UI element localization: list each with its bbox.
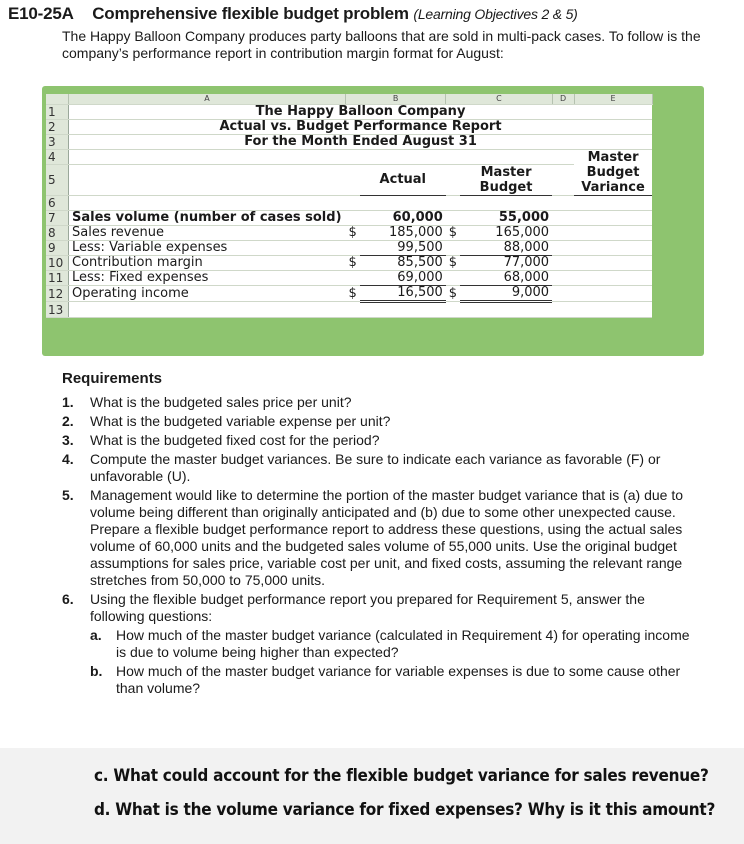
variance-cell[interactable] [574,226,652,241]
master-budget-column-header: Master Budget [460,165,552,196]
table-row [46,241,652,256]
row-label: Contribution margin [69,256,346,271]
row-label: Sales volume (number of cases sold) [69,211,346,226]
row-number[interactable]: 6 [46,196,69,211]
row-number[interactable]: 13 [46,302,69,318]
list-item: 5. Management would like to determine the portion of the master budget variance that is (a) due to volume being different than originally anticipated and (b) due to some other unexpected cause. Prepare a flexible budget performance report to address these questions, using the actual sales volume of 60,000 units and the budgeted sales volume of 55,000 units. Use the original budget assumptions for sales price, variable cost per unit, and fixed costs, assuming the relevant range stretches from 50,000 to 75,000 units. [62,487,684,588]
sheet-row [46,302,652,318]
row-label: Less: Variable expenses [69,241,346,256]
budget-value: 68,000 [460,271,552,286]
company-name: The Happy Balloon Company [69,105,653,120]
extra-question-c: c. What could account for the flexible budget variance for sales revenue? [94,766,709,786]
sheet-row [46,105,652,120]
row-number[interactable]: 10 [46,256,69,271]
column-header-a[interactable]: A [69,94,346,105]
table-row [46,271,652,286]
exercise-title [8,4,578,24]
row-number[interactable]: 3 [46,135,69,150]
row-number[interactable]: 12 [46,286,69,302]
table-row: 10 Contribution margin $ 85,500 $ 77,000 [46,256,652,271]
variance-column-header: Master Budget Variance [574,150,652,196]
budget-value: 77,000 [460,256,552,271]
table-row: 8 Sales revenue $ 185,000 $ 165,000 [46,226,652,241]
sheet-row [46,135,652,150]
row-number[interactable]: 5 [46,165,69,196]
budget-value: 9,000 [460,286,552,302]
row-number[interactable]: 11 [46,271,69,286]
column-header-e[interactable]: E [574,94,652,105]
column-header-row [46,94,652,105]
variance-cell[interactable] [574,256,652,271]
sheet-row [46,120,652,135]
handwritten-additions [0,748,744,844]
actual-value: 60,000 [360,211,446,226]
sheet-row [46,150,652,165]
exercise-number: E10-25A [8,4,74,23]
learning-objectives: (Learning Objectives 2 & 5) [413,6,578,22]
list-item: 3. What is the budgeted fixed cost for the period? [62,432,380,448]
list-item: a. How much of the master budget variance (calculated in Requirement 4) for operating income is due to volume being higher than expected? [90,627,690,660]
extra-question-d: d. What is the volume variance for fixed expenses? Why is it this amount? [94,800,716,820]
actual-value: 185,000 [360,226,446,241]
requirements-heading: Requirements [62,370,163,387]
column-header-d[interactable]: D [552,94,574,105]
list-item: 2. What is the budgeted variable expense per unit? [62,413,391,429]
variance-cell[interactable] [574,211,652,226]
row-label: Less: Fixed expenses [69,271,346,286]
budget-value: 55,000 [460,211,552,226]
performance-report-table [46,94,653,318]
sub-requirements [90,627,702,697]
sheet-row [46,165,652,196]
list-item: b. How much of the master budget variance for variable expenses is due to some cause other than volume? [90,663,681,696]
row-number[interactable]: 1 [46,105,69,120]
actual-value: 69,000 [360,271,446,286]
corner-cell[interactable] [46,94,69,105]
list-item: 4. Compute the master budget variances. Be sure to indicate each variance as favorable (F) or unfavorable (U). [62,451,661,484]
budget-value: 165,000 [460,226,552,241]
list-item: 6. Using the flexible budget performance report you prepared for Requirement 5, answer the following questions: a. How much of the master budget variance (calculated in Requirement 4) for operating income is due to volume being higher than expected? b. How much of the master budget variance for variable expenses is due to some cause other than volume? [62,591,702,697]
actual-value: 85,500 [360,256,446,271]
variance-cell[interactable] [574,271,652,286]
report-period: For the Month Ended August 31 [69,135,653,150]
row-label: Sales revenue [69,226,346,241]
column-header-c[interactable]: C [446,94,552,105]
sheet-row [46,196,652,211]
table-row [46,211,652,226]
exercise-heading: Comprehensive flexible budget problem [92,4,409,23]
row-label: Operating income [69,286,346,302]
row-number[interactable]: 2 [46,120,69,135]
column-header-b[interactable]: B [346,94,446,105]
row-number[interactable]: 7 [46,211,69,226]
requirements-list [62,394,702,699]
variance-cell[interactable] [574,286,652,302]
actual-value: 99,500 [360,241,446,256]
row-number[interactable]: 9 [46,241,69,256]
actual-value: 16,500 [360,286,446,302]
table-row: 12 Operating income $ 16,500 $ 9,000 [46,286,652,302]
budget-value: 88,000 [460,241,552,256]
list-item: 1. What is the budgeted sales price per unit? [62,394,352,410]
actual-column-header: Actual [360,165,446,196]
report-title: Actual vs. Budget Performance Report [69,120,653,135]
intro-paragraph: The Happy Balloon Company produces party balloons that are sold in multi-pack cases. To follow is the company’s performance report in contribution margin format for August: [62,28,701,61]
row-number[interactable]: 4 [46,150,69,165]
spreadsheet-panel [42,86,704,356]
row-number[interactable]: 8 [46,226,69,241]
variance-cell[interactable] [574,241,652,256]
